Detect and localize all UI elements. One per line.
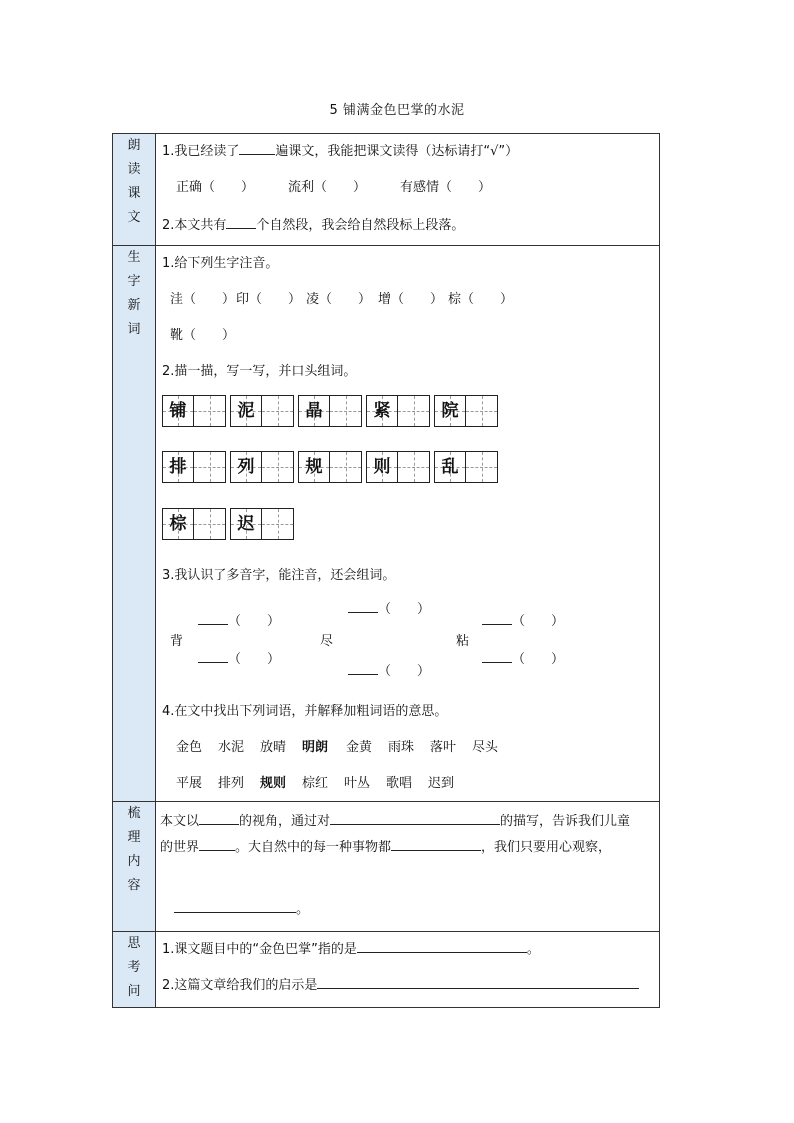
writing-grid[interactable] [230, 395, 294, 427]
label-char: 梳 [127, 806, 141, 821]
label-char: 问 [127, 984, 141, 999]
grid-char: 紧 [373, 401, 391, 421]
word-item-bold: 明朗 [302, 740, 329, 755]
summary-line-1: 本文以 的视角，通过对 的描写，告诉我们儿童 [160, 814, 631, 829]
read-count-blank[interactable] [239, 142, 275, 155]
grid-char: 铺 [169, 401, 187, 421]
label-char: 读 [127, 162, 141, 177]
pinyin-item[interactable]: 洼（ ） [170, 292, 236, 307]
writing-grid[interactable] [366, 451, 430, 483]
poly-blank[interactable]: （ ） [482, 610, 564, 629]
world-blank[interactable] [199, 838, 235, 851]
pinyin-item[interactable]: 印（ ） [236, 292, 302, 307]
section-label-reading [113, 134, 156, 246]
poly-blank[interactable]: （ ） [348, 598, 430, 617]
grid-char: 晶 [305, 401, 323, 421]
grid-char: 排 [169, 457, 187, 477]
pinyin-item[interactable]: 凌（ ） [306, 292, 372, 307]
label-char: 容 [127, 878, 141, 893]
label-char: 考 [127, 960, 141, 975]
reading-option-correct[interactable]: 正确（ ） [176, 180, 255, 195]
grid-char: 列 [237, 457, 255, 477]
writing-grid[interactable] [298, 395, 362, 427]
writing-grid[interactable] [162, 508, 226, 540]
label-char: 内 [127, 854, 141, 869]
writing-grid[interactable] [366, 395, 430, 427]
word-item: 叶丛 [344, 776, 371, 791]
writing-grid[interactable] [162, 395, 226, 427]
word-item: 雨珠 [388, 740, 415, 755]
reading-content [156, 134, 660, 246]
word-item: 歌唱 [386, 776, 413, 791]
label-char: 新 [127, 298, 141, 313]
poly-blank[interactable]: （ ） [482, 648, 564, 667]
writing-grid[interactable] [230, 451, 294, 483]
pinyin-item[interactable]: 增（ ） [378, 292, 444, 307]
page-title: 5 铺满金色巴掌的水泥 [329, 103, 465, 118]
reading-option-emotion[interactable]: 有感情（ ） [400, 180, 492, 195]
word-item: 棕红 [302, 776, 329, 791]
writing-grid[interactable] [434, 395, 498, 427]
vocab-q4: 4.在文中找出下列词语，并解释加粗词语的意思。 [162, 704, 448, 719]
vocab-q1: 1.给下列生字注音。 [162, 256, 279, 271]
label-char: 词 [127, 322, 141, 337]
think-content [156, 932, 660, 1008]
poly-char: 尽 [320, 634, 334, 649]
reading-q1: 1.我已经读了 遍课文，我能把课文读得（达标请打“√”） [162, 144, 519, 159]
word-item: 平展 [176, 776, 203, 791]
pinyin-item[interactable]: 棕（ ） [448, 292, 514, 307]
word-item-bold: 规则 [260, 776, 287, 791]
word-item: 金黄 [346, 740, 373, 755]
word-item: 放晴 [260, 740, 287, 755]
poly-char: 粘 [456, 634, 470, 649]
grid-char: 迟 [237, 514, 255, 534]
golden-palm-blank[interactable] [357, 940, 527, 953]
vocab-content [156, 246, 660, 802]
label-char: 生 [127, 250, 141, 265]
vocab-q2: 2.描一描，写一写，并口头组词。 [162, 364, 357, 379]
word-item: 水泥 [218, 740, 245, 755]
inspiration-blank[interactable] [317, 976, 639, 989]
section-label-think [113, 932, 156, 1008]
grid-char: 规 [305, 457, 323, 477]
vocab-q3: 3.我认识了多音字，能注音，还会组词。 [162, 568, 396, 583]
poly-char: 背 [170, 634, 184, 649]
label-char: 字 [127, 274, 141, 289]
grid-char: 泥 [237, 401, 255, 421]
label-char: 文 [127, 210, 141, 225]
viewpoint-blank[interactable] [199, 812, 239, 825]
description-blank[interactable] [330, 812, 500, 825]
summary-line-3: 。 [174, 898, 309, 917]
grid-char: 院 [441, 401, 459, 421]
worksheet-table [112, 133, 660, 1008]
word-item: 落叶 [430, 740, 457, 755]
think-q1: 1.课文题目中的“金色巴掌”指的是 。 [162, 942, 540, 957]
poly-blank[interactable]: （ ） [198, 648, 280, 667]
writing-grid[interactable] [162, 451, 226, 483]
summary-content [156, 802, 660, 932]
paragraph-count-blank[interactable] [226, 216, 256, 229]
label-char: 朗 [127, 138, 141, 153]
summary-line-2: 的世界 。大自然中的每一种事物都 ，我们只要用心观察， [160, 840, 612, 855]
nature-blank[interactable] [391, 838, 481, 851]
word-item: 尽头 [472, 740, 499, 755]
label-char: 课 [127, 186, 141, 201]
writing-grid[interactable] [230, 508, 294, 540]
section-label-summary [113, 802, 156, 932]
word-item: 迟到 [428, 776, 455, 791]
think-q2: 2.这篇文章给我们的启示是 [162, 974, 639, 993]
reading-q2: 2.本文共有 个自然段，我会给自然段标上段落。 [162, 218, 465, 233]
pinyin-item[interactable]: 靴（ ） [170, 328, 236, 343]
word-item: 排列 [218, 776, 245, 791]
word-item: 金色 [176, 740, 203, 755]
reading-option-fluent[interactable]: 流利（ ） [288, 180, 367, 195]
poly-blank[interactable]: （ ） [348, 660, 430, 679]
label-char: 思 [127, 936, 141, 951]
poly-blank[interactable]: （ ） [198, 610, 280, 629]
writing-grid[interactable] [434, 451, 498, 483]
section-label-vocab [113, 246, 156, 802]
observe-blank[interactable] [174, 900, 296, 913]
grid-char: 棕 [169, 514, 187, 534]
grid-char: 乱 [441, 457, 459, 477]
grid-char: 则 [373, 457, 391, 477]
label-char: 理 [127, 830, 141, 845]
writing-grid[interactable] [298, 451, 362, 483]
